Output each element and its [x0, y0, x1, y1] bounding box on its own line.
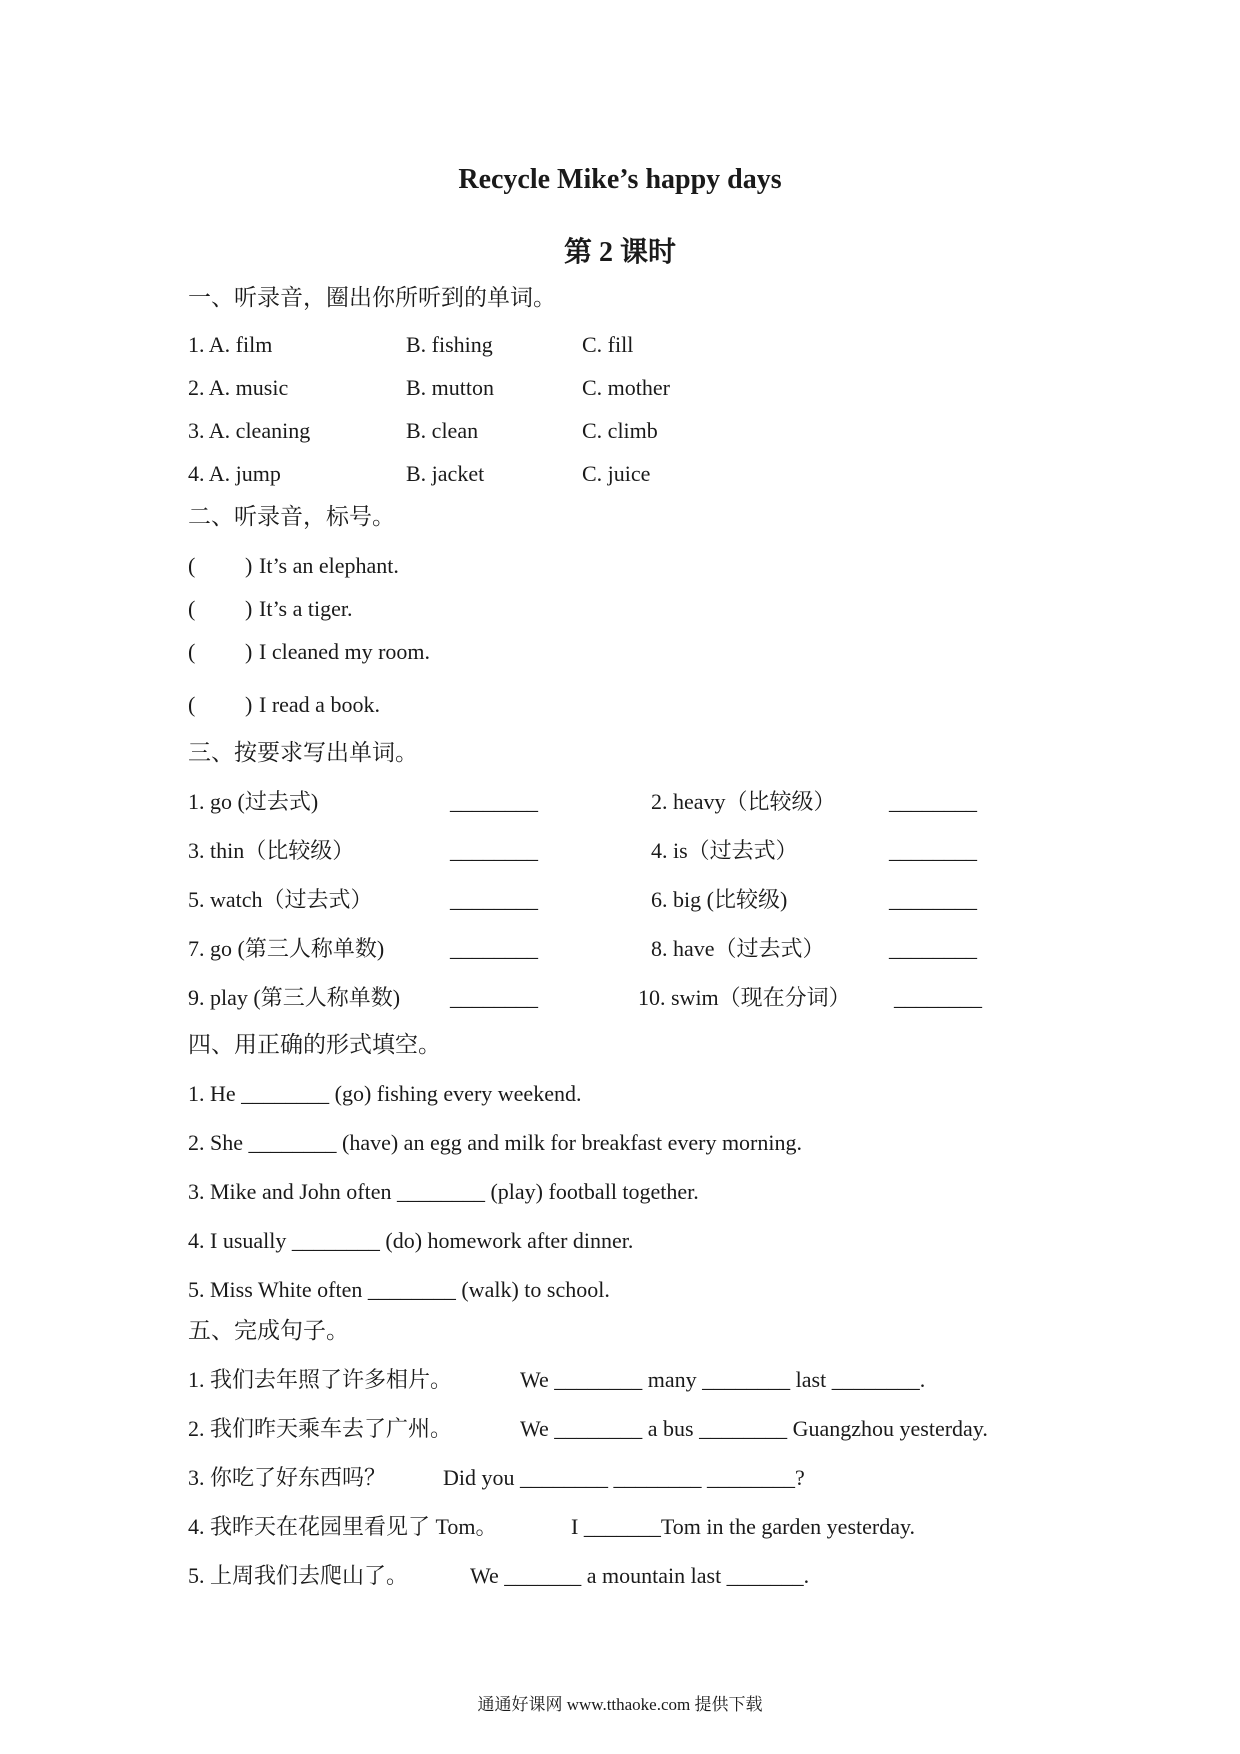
- s5-item3-chinese: 3. 你吃了好东西吗？: [188, 1465, 387, 1490]
- s1-q1-option-c: C. fill: [582, 332, 634, 357]
- s3-q3-blank: ________: [450, 838, 538, 863]
- s2-item1-open-paren: (: [188, 553, 196, 578]
- s4-item-3: 3. Mike and John often ________ (play) football together.: [188, 1179, 699, 1204]
- s3-q5-prompt: 5. watch（过去式）: [188, 887, 373, 912]
- s2-item2-text: It’s a tiger.: [259, 596, 353, 621]
- s3-q7-prompt: 7. go (第三人称单数): [188, 936, 385, 961]
- s5-item5-english: We _______ a mountain last _______.: [470, 1563, 810, 1588]
- section-3-heading: 三、按要求写出单词。: [188, 740, 418, 765]
- s3-q2-prompt: 2. heavy（比较级）: [651, 789, 836, 814]
- s5-item3-english: Did you ________ ________ ________?: [443, 1465, 805, 1490]
- worksheet-title: Recycle Mike’s happy days: [458, 164, 782, 195]
- s1-q1-option-a: 1. A. film: [188, 332, 273, 357]
- s3-q1-prompt: 1. go (过去式): [188, 789, 319, 814]
- s3-q5-blank: ________: [450, 887, 538, 912]
- s3-q10-blank: ________: [894, 985, 982, 1010]
- s1-q2-option-b: B. mutton: [406, 375, 495, 400]
- s3-q1-blank: ________: [450, 789, 538, 814]
- s3-q7-blank: ________: [450, 936, 538, 961]
- section-5-heading: 五、完成句子。: [188, 1318, 349, 1343]
- s3-q2-blank: ________: [889, 789, 977, 814]
- s3-q6-blank: ________: [889, 887, 977, 912]
- s1-q2-option-a: 2. A. music: [188, 375, 289, 400]
- s3-q6-prompt: 6. big (比较级): [651, 887, 788, 912]
- s2-item3-text: I cleaned my room.: [259, 639, 431, 664]
- s2-item1-close-paren: ): [245, 553, 253, 578]
- s1-q4-option-a: 4. A. jump: [188, 461, 281, 486]
- s2-item1-text: It’s an elephant.: [259, 553, 399, 578]
- s2-item4-open-paren: (: [188, 692, 196, 717]
- s3-q4-prompt: 4. is（过去式）: [651, 838, 798, 863]
- s5-item4-chinese: 4. 我昨天在花园里看见了 Tom。: [188, 1514, 498, 1539]
- footer-source: 通通好课网 www.tthaoke.com 提供下载: [477, 1695, 763, 1714]
- s3-q4-blank: ________: [889, 838, 977, 863]
- s1-q1-option-b: B. fishing: [406, 332, 493, 357]
- section-4-heading: 四、用正确的形式填空。: [188, 1032, 441, 1057]
- s4-item-4: 4. I usually ________ (do) homework after dinner.: [188, 1228, 634, 1253]
- s2-item3-open-paren: (: [188, 639, 196, 664]
- s3-q8-blank: ________: [889, 936, 977, 961]
- s3-q9-prompt: 9. play (第三人称单数): [188, 985, 401, 1010]
- s5-item4-english: I _______Tom in the garden yesterday.: [571, 1514, 916, 1539]
- s5-item2-english: We ________ a bus ________ Guangzhou yesterday.: [520, 1416, 988, 1441]
- s4-item-5: 5. Miss White often ________ (walk) to school.: [188, 1277, 610, 1302]
- lesson-number: 第 2 课时: [563, 237, 676, 268]
- s5-item1-english: We ________ many ________ last ________.: [520, 1367, 926, 1392]
- s3-q3-prompt: 3. thin（比较级）: [188, 838, 355, 863]
- s3-q8-prompt: 8. have（过去式）: [651, 936, 825, 961]
- section-2-heading: 二、听录音，标号。: [188, 504, 395, 529]
- s2-item4-text: I read a book.: [259, 692, 380, 717]
- s4-item-2: 2. She ________ (have) an egg and milk for breakfast every morning.: [188, 1130, 802, 1155]
- section-1-heading: 一、听录音，圈出你所听到的单词。: [188, 285, 556, 310]
- s1-q3-option-b: B. clean: [406, 418, 479, 443]
- s4-item-1: 1. He ________ (go) fishing every weekend.: [188, 1081, 582, 1106]
- s2-item4-close-paren: ): [245, 692, 253, 717]
- s5-item2-chinese: 2. 我们昨天乘车去了广州。: [188, 1416, 453, 1441]
- s5-item5-chinese: 5. 上周我们去爬山了。: [188, 1563, 409, 1588]
- s3-q10-prompt: 10. swim（现在分词）: [638, 985, 851, 1010]
- s1-q3-option-a: 3. A. cleaning: [188, 418, 311, 443]
- s1-q4-option-c: C. juice: [582, 461, 651, 486]
- s1-q3-option-c: C. climb: [582, 418, 658, 443]
- s5-item1-chinese: 1. 我们去年照了许多相片。: [188, 1367, 453, 1392]
- s3-q9-blank: ________: [450, 985, 538, 1010]
- s2-item2-close-paren: ): [245, 596, 253, 621]
- s2-item2-open-paren: (: [188, 596, 196, 621]
- s1-q2-option-c: C. mother: [582, 375, 670, 400]
- s1-q4-option-b: B. jacket: [406, 461, 485, 486]
- s2-item3-close-paren: ): [245, 639, 253, 664]
